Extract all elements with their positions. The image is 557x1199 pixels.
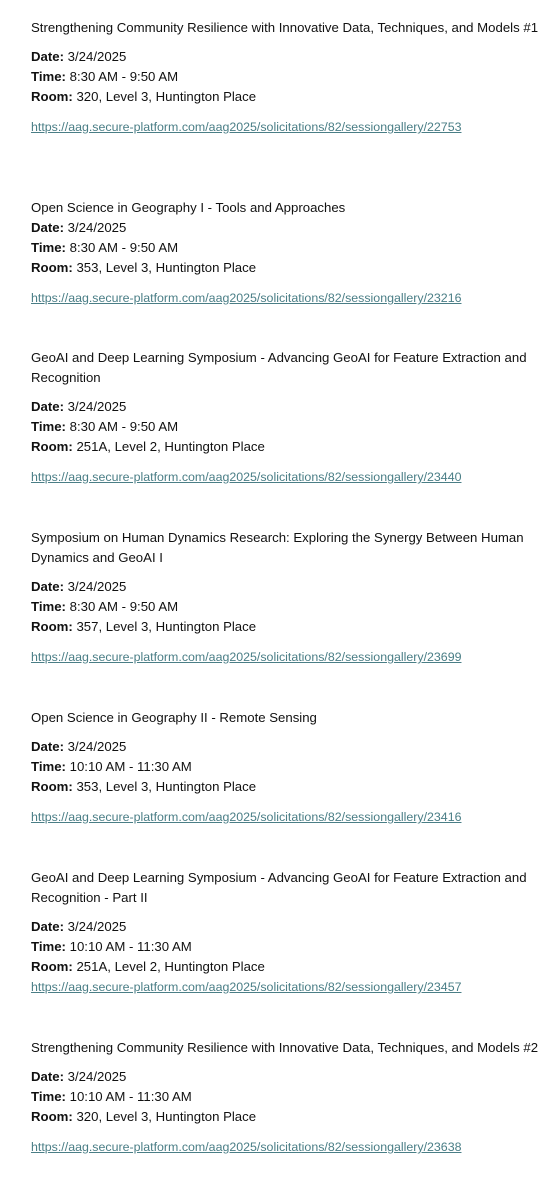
time-label: Time:	[31, 759, 66, 774]
date-value: 3/24/2025	[67, 1069, 127, 1084]
room-value: 320, Level 3, Huntington Place	[76, 89, 257, 104]
session-title: Open Science in Geography I - Tools and Approaches	[31, 200, 346, 215]
session-room	[31, 437, 547, 457]
time-value: 10:10 AM - 11:30 AM	[69, 939, 192, 954]
session-time	[31, 67, 547, 87]
session-gallery-link[interactable]: https://aag.secure-platform.com/aag2025/solicitations/82/sessiongallery/23216	[31, 291, 462, 305]
session-title: Strengthening Community Resilience with Innovative Data, Techniques, and Models #1	[31, 20, 539, 35]
date-value: 3/24/2025	[67, 399, 127, 414]
room-label: Room:	[31, 619, 73, 634]
date-value: 3/24/2025	[67, 579, 127, 594]
date-label: Date:	[31, 739, 64, 754]
session-gallery-link[interactable]: https://aag.secure-platform.com/aag2025/solicitations/82/sessiongallery/23416	[31, 810, 462, 824]
session-item	[31, 348, 547, 487]
session-room	[31, 617, 547, 637]
time-label: Time:	[31, 419, 66, 434]
session-title: Strengthening Community Resilience with Innovative Data, Techniques, and Models #2	[31, 1040, 539, 1055]
session-room	[31, 777, 547, 797]
room-value: 353, Level 3, Huntington Place	[76, 779, 257, 794]
date-label: Date:	[31, 399, 64, 414]
session-title: GeoAI and Deep Learning Symposium - Advancing GeoAI for Feature Extraction and Recognition - Part II	[31, 870, 527, 905]
time-label: Time:	[31, 599, 66, 614]
session-room	[31, 957, 547, 977]
session-item	[31, 198, 547, 308]
date-label: Date:	[31, 49, 64, 64]
room-label: Room:	[31, 260, 73, 275]
session-title: Open Science in Geography II - Remote Sensing	[31, 710, 317, 725]
room-value: 357, Level 3, Huntington Place	[76, 619, 257, 634]
time-value: 10:10 AM - 11:30 AM	[69, 1089, 192, 1104]
session-time	[31, 757, 547, 777]
room-value: 320, Level 3, Huntington Place	[76, 1109, 257, 1124]
time-label: Time:	[31, 1089, 66, 1104]
date-label: Date:	[31, 220, 64, 235]
session-item	[31, 708, 547, 827]
time-label: Time:	[31, 939, 66, 954]
session-date	[31, 737, 547, 757]
time-value: 8:30 AM - 9:50 AM	[69, 599, 179, 614]
date-label: Date:	[31, 579, 64, 594]
time-label: Time:	[31, 240, 66, 255]
date-value: 3/24/2025	[67, 919, 127, 934]
room-label: Room:	[31, 959, 73, 974]
session-time	[31, 238, 547, 258]
date-value: 3/24/2025	[67, 220, 127, 235]
session-gallery-link[interactable]: https://aag.secure-platform.com/aag2025/solicitations/82/sessiongallery/23457	[31, 980, 462, 994]
session-room	[31, 258, 547, 278]
room-value: 251A, Level 2, Huntington Place	[76, 959, 265, 974]
session-item	[31, 868, 547, 997]
date-value: 3/24/2025	[67, 49, 127, 64]
session-gallery-link[interactable]: https://aag.secure-platform.com/aag2025/solicitations/82/sessiongallery/23440	[31, 470, 462, 484]
session-gallery-link[interactable]: https://aag.secure-platform.com/aag2025/solicitations/82/sessiongallery/22753	[31, 120, 462, 134]
session-item	[31, 1038, 547, 1157]
room-label: Room:	[31, 89, 73, 104]
session-time	[31, 597, 547, 617]
room-label: Room:	[31, 779, 73, 794]
room-label: Room:	[31, 439, 73, 454]
session-date	[31, 218, 547, 238]
time-value: 10:10 AM - 11:30 AM	[69, 759, 192, 774]
session-gallery-link[interactable]: https://aag.secure-platform.com/aag2025/solicitations/82/sessiongallery/23638	[31, 1140, 462, 1154]
session-room	[31, 1107, 547, 1127]
session-gallery-link[interactable]: https://aag.secure-platform.com/aag2025/solicitations/82/sessiongallery/23699	[31, 650, 462, 664]
session-item	[31, 18, 547, 137]
session-time	[31, 417, 547, 437]
time-value: 8:30 AM - 9:50 AM	[69, 69, 179, 84]
session-item	[31, 528, 547, 667]
time-value: 8:30 AM - 9:50 AM	[69, 419, 179, 434]
room-label: Room:	[31, 1109, 73, 1124]
session-title: GeoAI and Deep Learning Symposium - Advancing GeoAI for Feature Extraction and Recognition	[31, 350, 527, 385]
session-title: Symposium on Human Dynamics Research: Exploring the Synergy Between Human Dynamics and GeoAI I	[31, 530, 524, 565]
time-value: 8:30 AM - 9:50 AM	[69, 240, 179, 255]
date-label: Date:	[31, 1069, 64, 1084]
time-label: Time:	[31, 69, 66, 84]
session-date	[31, 577, 547, 597]
session-date	[31, 47, 547, 67]
session-time	[31, 937, 547, 957]
date-value: 3/24/2025	[67, 739, 127, 754]
session-time	[31, 1087, 547, 1107]
session-date	[31, 917, 547, 937]
session-date	[31, 1067, 547, 1087]
date-label: Date:	[31, 919, 64, 934]
session-date	[31, 397, 547, 417]
session-room	[31, 87, 547, 107]
room-value: 251A, Level 2, Huntington Place	[76, 439, 265, 454]
room-value: 353, Level 3, Huntington Place	[76, 260, 257, 275]
